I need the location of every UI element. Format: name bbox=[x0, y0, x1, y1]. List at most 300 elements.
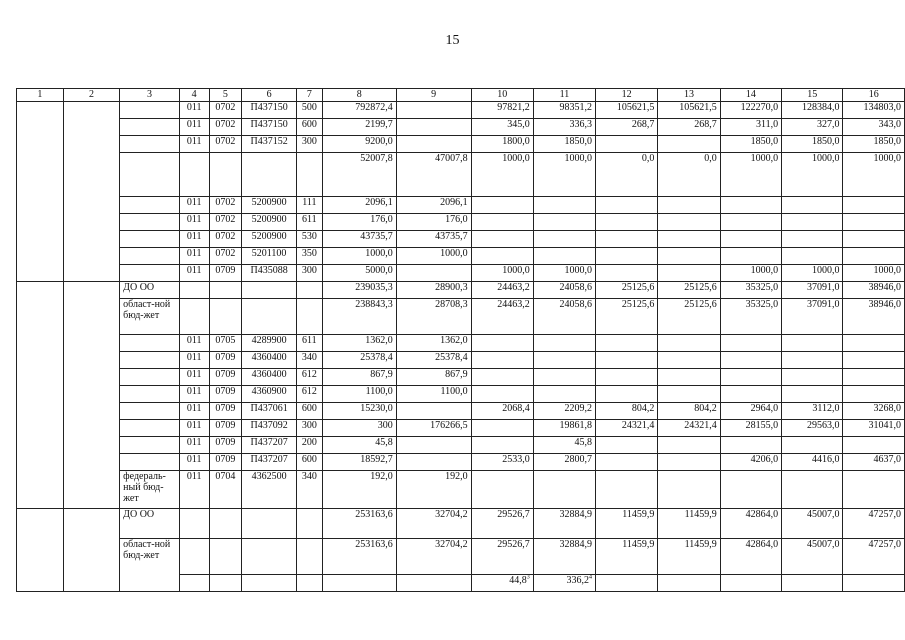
table-cell: 1000,0 bbox=[533, 153, 595, 197]
table-cell: 1362,0 bbox=[322, 335, 396, 352]
table-cell bbox=[595, 214, 657, 231]
table-cell: 29563,0 bbox=[782, 420, 843, 437]
table-cell bbox=[120, 403, 180, 420]
table-cell: 32884,9 bbox=[533, 539, 595, 575]
table-cell: 29526,7 bbox=[471, 539, 533, 575]
table-cell: 0709 bbox=[209, 369, 242, 386]
table-cell bbox=[843, 214, 905, 231]
table-cell bbox=[242, 539, 297, 575]
table-cell bbox=[720, 386, 781, 403]
table-cell: 14 bbox=[720, 89, 781, 102]
table-cell bbox=[471, 248, 533, 265]
table-cell: 011 bbox=[179, 102, 209, 119]
table-cell: 5200900 bbox=[242, 231, 297, 248]
table-cell: 32704,2 bbox=[396, 509, 471, 539]
table-cell: 32704,2 bbox=[396, 539, 471, 575]
table-cell: 0702 bbox=[209, 102, 242, 119]
table-cell: 3 bbox=[120, 89, 180, 102]
table-cell bbox=[658, 471, 720, 509]
table-cell: 345,0 bbox=[471, 119, 533, 136]
table-cell: 11459,9 bbox=[658, 539, 720, 575]
table-cell: 2096,1 bbox=[322, 197, 396, 214]
table-cell: 4 bbox=[179, 89, 209, 102]
table-cell: 5000,0 bbox=[322, 265, 396, 282]
table-cell bbox=[782, 197, 843, 214]
table-cell: 134803,0 bbox=[843, 102, 905, 119]
table-cell: 1000,0 bbox=[471, 153, 533, 197]
table-cell bbox=[120, 119, 180, 136]
table-cell: 45,8 bbox=[322, 437, 396, 454]
table-cell bbox=[720, 471, 781, 509]
table-cell: 43735,7 bbox=[396, 231, 471, 248]
table-cell: 45007,0 bbox=[782, 509, 843, 539]
table-row bbox=[17, 437, 905, 454]
table-cell bbox=[17, 509, 64, 592]
table-cell: 011 bbox=[179, 352, 209, 369]
table-cell bbox=[209, 509, 242, 539]
table-cell bbox=[63, 102, 119, 282]
table-row bbox=[17, 471, 905, 509]
table-cell: 37091,0 bbox=[782, 282, 843, 299]
table-cell: 122270,0 bbox=[720, 102, 781, 119]
table-cell: ДО ОО bbox=[120, 282, 180, 299]
table-cell: 52007,8 bbox=[322, 153, 396, 197]
table-cell bbox=[533, 352, 595, 369]
table-cell bbox=[471, 197, 533, 214]
table-cell: 011 bbox=[179, 248, 209, 265]
table-cell: 0709 bbox=[209, 437, 242, 454]
table-row bbox=[17, 102, 905, 119]
table-cell: 37091,0 bbox=[782, 299, 843, 335]
table-cell: 612 bbox=[296, 386, 322, 403]
table-cell: 24463,2 bbox=[471, 282, 533, 299]
table-cell: 1000,0 bbox=[471, 265, 533, 282]
table-cell bbox=[720, 248, 781, 265]
table-cell: 011 bbox=[179, 136, 209, 153]
footnote-mark: 4 bbox=[588, 574, 592, 581]
table-cell: 0709 bbox=[209, 420, 242, 437]
table-cell: 5201100 bbox=[242, 248, 297, 265]
table-cell bbox=[843, 471, 905, 509]
table-cell: 5200900 bbox=[242, 197, 297, 214]
table-cell: 7 bbox=[296, 89, 322, 102]
table-cell bbox=[120, 214, 180, 231]
table-cell bbox=[595, 386, 657, 403]
table-cell bbox=[658, 352, 720, 369]
table-cell: 45,8 bbox=[533, 437, 595, 454]
table-cell: област-ной бюд-жет bbox=[120, 539, 180, 592]
table-row bbox=[17, 119, 905, 136]
table-row bbox=[17, 386, 905, 403]
table-cell bbox=[782, 471, 843, 509]
table-cell: 011 bbox=[179, 471, 209, 509]
table-cell: 0,0 bbox=[658, 153, 720, 197]
table-cell: 611 bbox=[296, 335, 322, 352]
table-cell bbox=[595, 248, 657, 265]
table-cell: 11 bbox=[533, 89, 595, 102]
table-cell bbox=[843, 369, 905, 386]
table-cell: 28155,0 bbox=[720, 420, 781, 437]
table-cell bbox=[782, 369, 843, 386]
table-cell bbox=[120, 136, 180, 153]
table-cell bbox=[120, 265, 180, 282]
table-cell: 45007,0 bbox=[782, 539, 843, 575]
table-cell bbox=[120, 335, 180, 352]
table-cell: 9 bbox=[396, 89, 471, 102]
table-cell: 47257,0 bbox=[843, 539, 905, 575]
table-cell: 32884,9 bbox=[533, 509, 595, 539]
table-cell: 200 bbox=[296, 437, 322, 454]
table-cell: 011 bbox=[179, 403, 209, 420]
table-cell: 3112,0 bbox=[782, 403, 843, 420]
table-cell bbox=[720, 231, 781, 248]
table-cell bbox=[242, 282, 297, 299]
table-cell: 2800,7 bbox=[533, 454, 595, 471]
table-cell: 5 bbox=[209, 89, 242, 102]
table-cell bbox=[471, 420, 533, 437]
table-cell: 176,0 bbox=[322, 214, 396, 231]
table-cell: 15230,0 bbox=[322, 403, 396, 420]
table-cell bbox=[120, 231, 180, 248]
table-cell: 600 bbox=[296, 454, 322, 471]
table-row bbox=[17, 214, 905, 231]
table-cell bbox=[595, 454, 657, 471]
table-cell: 28900,3 bbox=[396, 282, 471, 299]
table-cell: 24463,2 bbox=[471, 299, 533, 335]
table-cell: 611 bbox=[296, 214, 322, 231]
table-cell: 336,3 bbox=[533, 119, 595, 136]
table-cell: 1000,0 bbox=[322, 248, 396, 265]
table-cell: 4360400 bbox=[242, 369, 297, 386]
table-cell: 11459,9 bbox=[595, 509, 657, 539]
table-row bbox=[17, 335, 905, 352]
table-cell: 340 bbox=[296, 352, 322, 369]
table-cell: 011 bbox=[179, 265, 209, 282]
table-cell: 13 bbox=[658, 89, 720, 102]
table-cell bbox=[720, 575, 781, 592]
table-cell: 5200900 bbox=[242, 214, 297, 231]
table-cell bbox=[720, 437, 781, 454]
table-cell: 011 bbox=[179, 335, 209, 352]
table-cell bbox=[843, 231, 905, 248]
table-cell bbox=[242, 509, 297, 539]
table-cell: 530 bbox=[296, 231, 322, 248]
table-cell: 2096,1 bbox=[396, 197, 471, 214]
table-cell bbox=[533, 214, 595, 231]
table-cell bbox=[120, 248, 180, 265]
table-cell: 4206,0 bbox=[720, 454, 781, 471]
table-cell: 25378,4 bbox=[396, 352, 471, 369]
table-cell: федераль-ный бюд-жет bbox=[120, 471, 180, 509]
table-cell: 0709 bbox=[209, 352, 242, 369]
table-cell bbox=[179, 282, 209, 299]
table-cell: 24321,4 bbox=[595, 420, 657, 437]
table-cell: 42864,0 bbox=[720, 509, 781, 539]
table-cell: 2209,2 bbox=[533, 403, 595, 420]
table-row bbox=[17, 403, 905, 420]
table-cell: 0709 bbox=[209, 403, 242, 420]
table-cell: област-ной бюд-жет bbox=[120, 299, 180, 335]
table-cell bbox=[396, 575, 471, 592]
table-cell: 8 bbox=[322, 89, 396, 102]
table-cell bbox=[179, 575, 209, 592]
table-cell: 311,0 bbox=[720, 119, 781, 136]
table-cell bbox=[471, 369, 533, 386]
table-cell: 867,9 bbox=[396, 369, 471, 386]
table-cell: 4362500 bbox=[242, 471, 297, 509]
table-row bbox=[17, 282, 905, 299]
table-cell bbox=[843, 386, 905, 403]
table-cell bbox=[120, 197, 180, 214]
table-cell: 43735,7 bbox=[322, 231, 396, 248]
table-cell: 340 bbox=[296, 471, 322, 509]
table-cell bbox=[296, 539, 322, 575]
table-cell: 28708,3 bbox=[396, 299, 471, 335]
table-row bbox=[17, 539, 905, 575]
table-cell bbox=[296, 153, 322, 197]
table-cell bbox=[396, 102, 471, 119]
budget-table bbox=[16, 88, 905, 592]
table-cell bbox=[843, 335, 905, 352]
table-cell: 0709 bbox=[209, 386, 242, 403]
table-cell bbox=[658, 369, 720, 386]
table-cell: 0702 bbox=[209, 214, 242, 231]
table-cell: П437150 bbox=[242, 119, 297, 136]
table-cell: 4360900 bbox=[242, 386, 297, 403]
table-cell bbox=[179, 299, 209, 335]
table-cell: 42864,0 bbox=[720, 539, 781, 575]
table-cell: 0702 bbox=[209, 231, 242, 248]
table-cell: 612 bbox=[296, 369, 322, 386]
table-cell bbox=[782, 214, 843, 231]
table-cell bbox=[209, 539, 242, 575]
table-cell: 0704 bbox=[209, 471, 242, 509]
table-row bbox=[17, 153, 905, 197]
table-cell bbox=[120, 369, 180, 386]
table-cell bbox=[533, 197, 595, 214]
table-cell: 804,2 bbox=[658, 403, 720, 420]
table-cell bbox=[533, 231, 595, 248]
table-cell: П437061 bbox=[242, 403, 297, 420]
table-cell: 1800,0 bbox=[471, 136, 533, 153]
table-cell: 25125,6 bbox=[658, 282, 720, 299]
table-cell bbox=[471, 386, 533, 403]
page-number: 15 bbox=[445, 33, 460, 48]
table-cell: 47257,0 bbox=[843, 509, 905, 539]
table-cell bbox=[179, 539, 209, 575]
table-cell: 24058,6 bbox=[533, 282, 595, 299]
table-cell bbox=[720, 335, 781, 352]
table-cell: 238843,3 bbox=[322, 299, 396, 335]
table-cell bbox=[720, 352, 781, 369]
table-row bbox=[17, 509, 905, 539]
table-cell: 011 bbox=[179, 369, 209, 386]
table-row bbox=[17, 136, 905, 153]
table-cell bbox=[471, 231, 533, 248]
table-cell: 011 bbox=[179, 454, 209, 471]
table-cell: 35325,0 bbox=[720, 282, 781, 299]
table-cell: 128384,0 bbox=[782, 102, 843, 119]
table-cell bbox=[658, 214, 720, 231]
table-cell: 4416,0 bbox=[782, 454, 843, 471]
table-cell bbox=[658, 335, 720, 352]
table-cell bbox=[782, 437, 843, 454]
table-cell bbox=[595, 575, 657, 592]
table-cell bbox=[471, 437, 533, 454]
table-row bbox=[17, 197, 905, 214]
table-cell: 253163,6 bbox=[322, 509, 396, 539]
table-cell bbox=[396, 265, 471, 282]
table-cell: 19861,8 bbox=[533, 420, 595, 437]
table-cell bbox=[179, 153, 209, 197]
table-cell bbox=[782, 231, 843, 248]
table-cell: 1850,0 bbox=[782, 136, 843, 153]
table-cell: П437207 bbox=[242, 454, 297, 471]
table-cell bbox=[242, 299, 297, 335]
table-cell bbox=[533, 575, 595, 592]
table-row bbox=[17, 265, 905, 282]
table-cell: 1100,0 bbox=[396, 386, 471, 403]
table-cell bbox=[843, 197, 905, 214]
table-cell: 97821,2 bbox=[471, 102, 533, 119]
table-cell bbox=[595, 136, 657, 153]
table-cell: 253163,6 bbox=[322, 539, 396, 575]
table-cell bbox=[533, 471, 595, 509]
table-cell bbox=[322, 575, 396, 592]
table-cell bbox=[595, 352, 657, 369]
table-cell: 1 bbox=[17, 89, 64, 102]
table-cell: 111 bbox=[296, 197, 322, 214]
table-cell: 2533,0 bbox=[471, 454, 533, 471]
table-cell: 1850,0 bbox=[843, 136, 905, 153]
table-cell: 176,0 bbox=[396, 214, 471, 231]
table-cell bbox=[209, 299, 242, 335]
table-cell: 1850,0 bbox=[720, 136, 781, 153]
table-cell bbox=[242, 575, 297, 592]
table-cell bbox=[720, 197, 781, 214]
table-cell: 192,0 bbox=[396, 471, 471, 509]
table-cell: 3268,0 bbox=[843, 403, 905, 420]
table-cell bbox=[533, 248, 595, 265]
table-cell bbox=[209, 282, 242, 299]
table-cell: 25378,4 bbox=[322, 352, 396, 369]
table-cell bbox=[782, 335, 843, 352]
table-cell: 300 bbox=[296, 265, 322, 282]
table-cell: 867,9 bbox=[322, 369, 396, 386]
table-cell bbox=[658, 197, 720, 214]
table-cell bbox=[17, 282, 64, 509]
footnote-mark: 3 bbox=[526, 574, 530, 581]
table-cell: 2964,0 bbox=[720, 403, 781, 420]
table-cell bbox=[63, 509, 119, 592]
table-cell bbox=[209, 153, 242, 197]
table-cell: П435088 bbox=[242, 265, 297, 282]
table-cell bbox=[120, 454, 180, 471]
table-cell: 239035,3 bbox=[322, 282, 396, 299]
table-cell bbox=[595, 231, 657, 248]
table-cell: 0702 bbox=[209, 136, 242, 153]
table-cell: 804,2 bbox=[595, 403, 657, 420]
table-row bbox=[17, 352, 905, 369]
table-cell: 11459,9 bbox=[658, 509, 720, 539]
table-cell: 327,0 bbox=[782, 119, 843, 136]
table-cell: 011 bbox=[179, 197, 209, 214]
table-cell bbox=[782, 248, 843, 265]
table-cell bbox=[595, 197, 657, 214]
table-cell: 600 bbox=[296, 403, 322, 420]
table-cell: 38946,0 bbox=[843, 299, 905, 335]
table-cell: 1000,0 bbox=[396, 248, 471, 265]
table-cell: 0705 bbox=[209, 335, 242, 352]
table-cell: 38946,0 bbox=[843, 282, 905, 299]
table-cell: 0709 bbox=[209, 265, 242, 282]
table-cell: 4360400 bbox=[242, 352, 297, 369]
table-row bbox=[17, 369, 905, 386]
table-cell bbox=[658, 454, 720, 471]
table-cell bbox=[471, 335, 533, 352]
table-cell bbox=[720, 369, 781, 386]
table-cell: 12 bbox=[595, 89, 657, 102]
table-cell bbox=[658, 231, 720, 248]
table-cell: 25125,6 bbox=[595, 282, 657, 299]
table-cell bbox=[658, 136, 720, 153]
table-cell: 25125,6 bbox=[658, 299, 720, 335]
table-cell: 268,7 bbox=[658, 119, 720, 136]
table-cell bbox=[471, 575, 533, 592]
table-cell: 105621,5 bbox=[658, 102, 720, 119]
table-row bbox=[17, 231, 905, 248]
table-cell: 1100,0 bbox=[322, 386, 396, 403]
table-cell: 31041,0 bbox=[843, 420, 905, 437]
table-cell: 2 bbox=[63, 89, 119, 102]
table-cell: 10 bbox=[471, 89, 533, 102]
table-cell: 268,7 bbox=[595, 119, 657, 136]
table-cell: 011 bbox=[179, 119, 209, 136]
table-cell: 105621,5 bbox=[595, 102, 657, 119]
table-cell: 176266,5 bbox=[396, 420, 471, 437]
table-cell bbox=[179, 509, 209, 539]
table-cell: 1000,0 bbox=[782, 265, 843, 282]
table-cell bbox=[396, 136, 471, 153]
table-row bbox=[17, 420, 905, 437]
table-cell: 15 bbox=[782, 89, 843, 102]
table-cell: 18592,7 bbox=[322, 454, 396, 471]
table-cell bbox=[296, 282, 322, 299]
table-cell: 011 bbox=[179, 214, 209, 231]
table-cell bbox=[209, 575, 242, 592]
table-cell: 350 bbox=[296, 248, 322, 265]
table-cell bbox=[843, 248, 905, 265]
table-cell bbox=[120, 437, 180, 454]
table-cell: 600 bbox=[296, 119, 322, 136]
table-cell: 47007,8 bbox=[396, 153, 471, 197]
footnote-value: 44,8 bbox=[509, 575, 527, 586]
table-cell bbox=[658, 386, 720, 403]
table-cell bbox=[782, 386, 843, 403]
table-cell bbox=[782, 352, 843, 369]
table-cell: 25125,6 bbox=[595, 299, 657, 335]
table-cell bbox=[242, 153, 297, 197]
table-cell: 1000,0 bbox=[720, 153, 781, 197]
table-cell: 011 bbox=[179, 420, 209, 437]
table-row bbox=[17, 299, 905, 335]
table-cell: 1362,0 bbox=[396, 335, 471, 352]
table-cell bbox=[533, 386, 595, 403]
table-cell bbox=[471, 471, 533, 509]
table-cell: 1000,0 bbox=[843, 153, 905, 197]
table-cell: 0709 bbox=[209, 454, 242, 471]
table-cell bbox=[843, 352, 905, 369]
